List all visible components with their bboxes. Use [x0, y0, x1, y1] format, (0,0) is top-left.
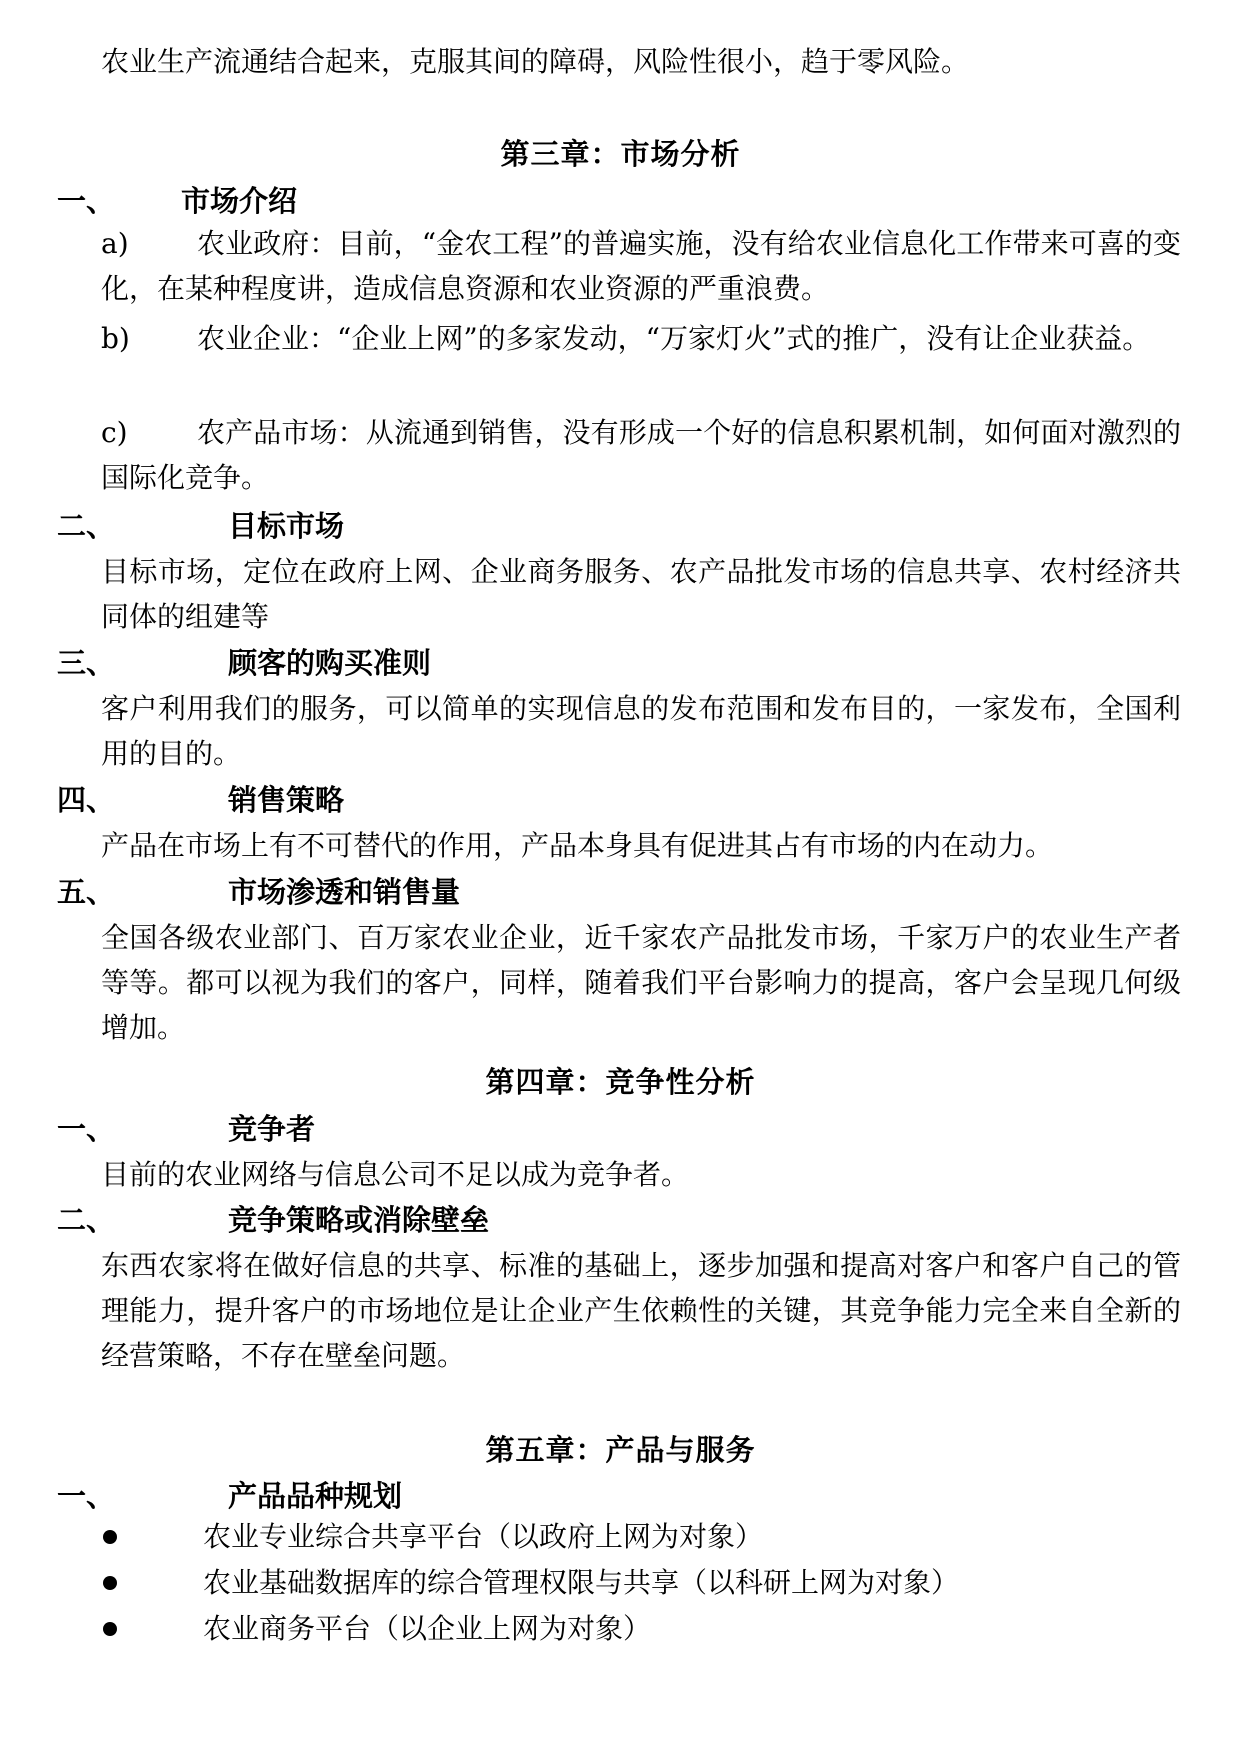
ch4-section2-number: 二、: [57, 1203, 116, 1237]
ch4-section1-body: 目前的农业网络与信息公司不足以成为竞争者。: [101, 1158, 690, 1191]
ch3-section3-number: 三、: [57, 646, 116, 680]
ch3-section5-title: 市场渗透和销售量: [228, 875, 461, 909]
chapter4-title-text: 第四章：竞争性分析: [485, 1065, 756, 1099]
ch4-section1-number: 一、: [57, 1112, 116, 1146]
ch5-section1-number: 一、: [57, 1479, 116, 1513]
ch3-section1-title: 市场介绍: [181, 184, 298, 218]
ch5-bullet-1: 农业专业综合共享平台（以政府上网为对象）: [203, 1520, 764, 1553]
ch3-item-b-text: 农业企业：“企业上网”的多家发动，“万家灯火”式的推广，没有让企业获益。: [197, 322, 1151, 355]
ch3-section5-body: 全国各级农业部门、百万家农业企业，近千家农产品批发市场，千家万户的农业生产者等等。都可以视为我们的客户，同样，随着我们平台影响力的提高，客户会呈现几何级增加。: [101, 921, 1181, 1044]
ch3-item-a-label: a): [101, 227, 129, 260]
ch4-section2-body: 东西农家将在做好信息的共享、标准的基础上，逐步加强和提高对客户和客户自己的管理能力，提升客户的市场地位是让企业产生依赖性的关键，其竞争能力完全来自全新的经营策略，不存在壁垒问题。: [101, 1249, 1181, 1372]
chapter5-title: [0, 1430, 1241, 1470]
ch3-item-b-label: b): [101, 322, 130, 355]
ch3-section1-number: 一、: [57, 184, 116, 218]
bullet-icon: [103, 1576, 117, 1590]
ch5-section1-title: 产品品种规划: [228, 1479, 403, 1513]
ch3-section4-body: 产品在市场上有不可替代的作用，产品本身具有促进其占有市场的内在动力。: [101, 829, 1054, 862]
ch3-section3-body: 客户利用我们的服务，可以简单的实现信息的发布范围和发布目的，一家发布，全国利用的目的。: [101, 692, 1181, 770]
ch3-section4-title: 销售策略: [228, 783, 345, 817]
intro-line: 农业生产流通结合起来，克服其间的障碍，风险性很小，趋于零风险。: [101, 45, 970, 78]
bullet-icon: [103, 1622, 117, 1636]
ch3-section5-number: 五、: [57, 875, 116, 909]
ch5-bullet-3: 农业商务平台（以企业上网为对象）: [203, 1612, 652, 1645]
ch3-section3-title: 顾客的购买准则: [228, 646, 432, 680]
ch3-item-c-label: c): [101, 416, 128, 449]
ch3-section4-number: 四、: [57, 783, 116, 817]
ch5-bullet-2: 农业基础数据库的综合管理权限与共享（以科研上网为对象）: [203, 1566, 960, 1599]
ch3-section2-title: 目标市场: [228, 509, 345, 543]
ch3-item-c-text: 农产品市场：从流通到销售，没有形成一个好的信息积累机制，如何面对激烈的国际化竞争。: [101, 416, 1181, 494]
ch3-item-a-text: 农业政府：目前，“金农工程”的普遍实施，没有给农业信息化工作带来可喜的变化，在某种程度讲，造成信息资源和农业资源的严重浪费。: [101, 227, 1181, 305]
bullet-icon: [103, 1530, 117, 1544]
chapter3-title-text: 第三章：市场分析: [500, 137, 741, 171]
ch3-section2-body: 目标市场，定位在政府上网、企业商务服务、农产品批发市场的信息共享、农村经济共同体的组建等: [101, 555, 1181, 633]
chapter3-title: [0, 134, 1241, 174]
ch4-section1-title: 竞争者: [228, 1112, 316, 1146]
ch3-section2-number: 二、: [57, 509, 116, 543]
chapter5-title-text: 第五章：产品与服务: [485, 1433, 756, 1467]
chapter4-title: [0, 1062, 1241, 1102]
ch4-section2-title: 竞争策略或消除壁垒: [228, 1203, 490, 1237]
